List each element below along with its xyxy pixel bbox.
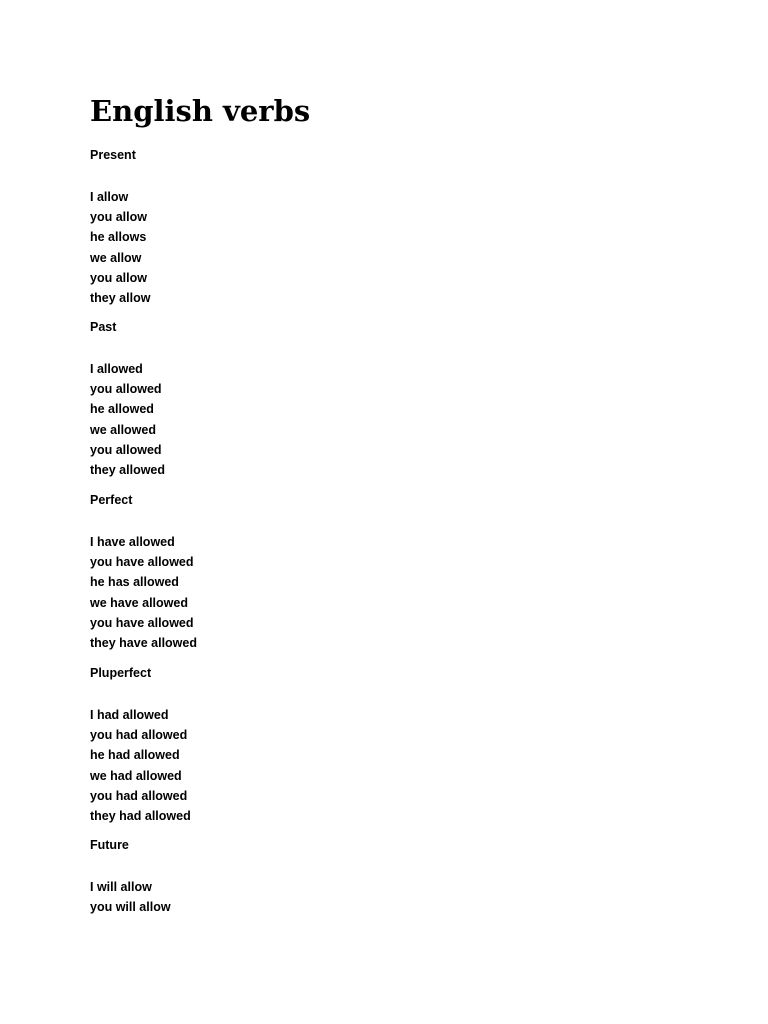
conjugation-line: I allow	[90, 190, 129, 204]
conjugation-list	[90, 877, 171, 917]
conjugation-line: we allowed	[90, 422, 156, 437]
section-title: Past	[90, 320, 117, 334]
conjugation-line: you allowed	[90, 442, 162, 457]
conjugation-line: I will allow	[90, 880, 152, 894]
conjugation-line: they had allowed	[90, 808, 191, 823]
section-perfect	[90, 492, 197, 653]
conjugation-line: he allows	[90, 230, 147, 245]
conjugation-line: he had allowed	[90, 748, 180, 763]
conjugation-line: you had allowed	[90, 788, 188, 803]
conjugation-line: he has allowed	[90, 575, 179, 590]
section-title: Present	[90, 148, 136, 162]
conjugation-line: he allowed	[90, 402, 154, 417]
conjugation-list	[90, 359, 165, 480]
conjugation-line: we allow	[90, 250, 142, 265]
conjugation-line: I allowed	[90, 362, 143, 376]
section-title: Perfect	[90, 493, 133, 507]
conjugation-line: we have allowed	[90, 595, 188, 610]
conjugation-line: they allow	[90, 290, 151, 305]
conjugation-line: you allow	[90, 270, 147, 285]
section-present	[90, 147, 150, 308]
section-title: Pluperfect	[90, 666, 152, 680]
conjugation-list	[90, 187, 150, 308]
conjugation-line: you have allowed	[90, 555, 194, 570]
conjugation-line: you allow	[90, 210, 147, 225]
conjugation-line: you had allowed	[90, 728, 188, 743]
conjugation-line: you will allow	[90, 900, 171, 915]
conjugation-line: they have allowed	[90, 635, 197, 650]
conjugation-line: you allowed	[90, 382, 162, 397]
conjugation-line: I had allowed	[90, 708, 169, 722]
conjugation-line: they allowed	[90, 462, 166, 477]
document-title: English verbs	[90, 94, 311, 128]
section-future	[90, 837, 171, 917]
conjugation-list	[90, 532, 197, 653]
conjugation-line: I have allowed	[90, 535, 175, 549]
conjugation-line: we had allowed	[90, 768, 182, 783]
section-title: Future	[90, 838, 129, 852]
conjugation-list	[90, 705, 191, 826]
section-pluperfect	[90, 665, 191, 826]
conjugation-line: you have allowed	[90, 615, 194, 630]
section-past	[90, 319, 165, 480]
